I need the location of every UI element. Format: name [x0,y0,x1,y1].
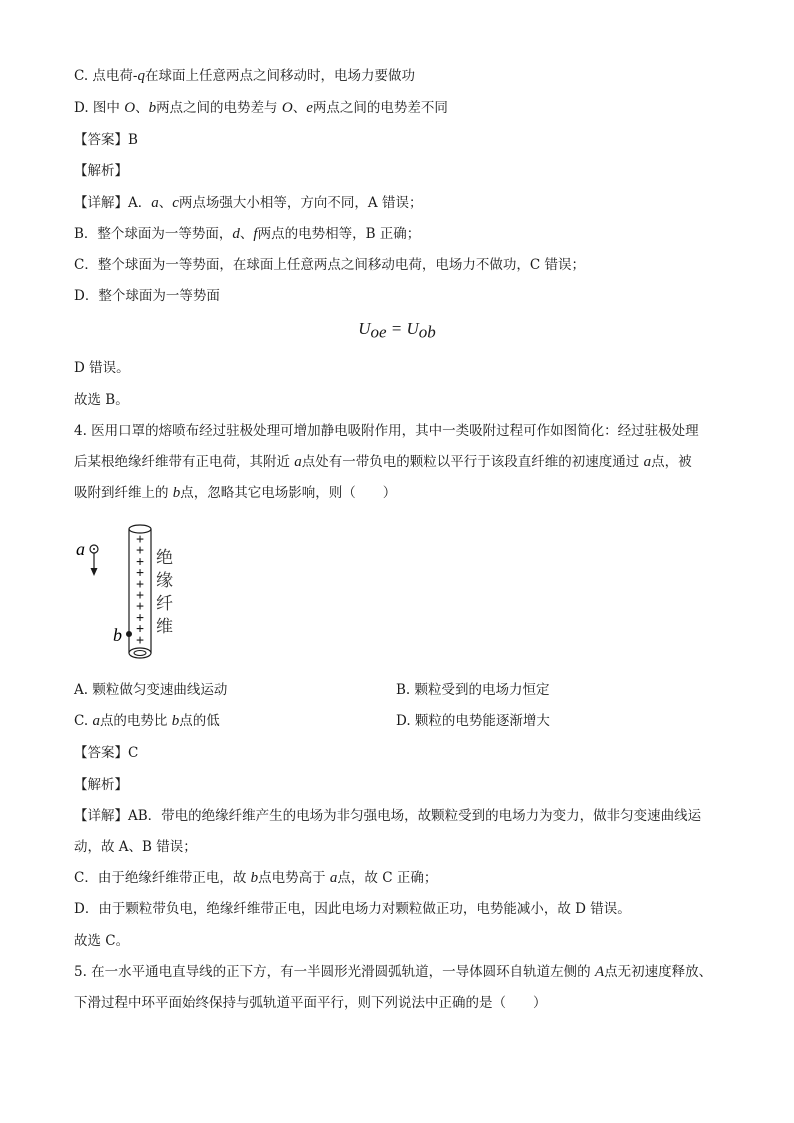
label-b: b [113,625,122,645]
q4-answer: 【答案】C [74,745,139,761]
q4-detail-c: C．由于绝缘纤维带正电，故 b点电势高于 a点，故 C 正确； [74,870,438,886]
plus-sign: + [136,565,144,581]
q4-option-b: B. 颗粒受到的电场力恒定 [396,682,550,698]
fiber-label-2: 缘 [156,571,173,591]
plus-sign: + [136,610,144,626]
plus-sign: + [136,576,144,592]
q5-stem-line2: 下滑过程中环平面始终保持与弧轨道平面平行，则下列说法中正确的是（ ） [74,995,547,1011]
plus-sign: + [136,599,144,615]
label-a: a [76,539,85,559]
q3-d-wrong: D 错误。 [74,360,130,376]
q5-stem-line1: 5. 在一水平通电直导线的正下方，有一半圆形光滑圆弧轨道，一导体圆环自轨道左侧的 A点无初速度释放、 [74,964,713,980]
plus-sign: + [136,532,144,547]
q4-option-d: D. 颗粒的电势能逐渐增大 [396,713,550,729]
plus-sign: + [136,621,144,637]
plus-sign: + [136,632,144,648]
q3-choice: 故选 B。 [74,392,129,408]
q3-detail-c: C．整个球面为一等势面，在球面上任意两点之间移动电荷，电场力不做功，C 错误； [74,257,585,273]
fiber-bottom-outer [129,648,151,658]
q4-analysis-heading: 【解析】 [74,777,128,793]
particle-a-center [93,548,95,550]
point-b [126,631,132,637]
q4-stem-line3: 吸附到纤维上的 b点，忽略其它电场影响，则（ ） [74,485,397,501]
q3-analysis-heading: 【解析】 [74,163,128,179]
q3-detail-a: 【详解】A．a、c两点场强大小相等，方向不同，A 错误； [74,195,423,211]
fiber-label-3: 纤 [156,594,173,614]
fiber-label-1: 绝 [156,548,173,568]
plus-sign: + [136,588,144,603]
q3-answer: 【答案】B [74,132,138,148]
q4-stem-line1: 4. 医用口罩的熔喷布经过驻极处理可增加静电吸附作用，其中一类吸附过程可作如图简化：经过驻极处理 [74,423,699,439]
q4-choice: 故选 C。 [74,933,130,949]
q4-stem-line2: 后某根绝缘纤维带有正电荷，其附近 a点处有一带负电的颗粒以平行于该段直纤维的初速度通过 a点，被 [74,454,692,470]
q4-detail-ab-line1: 【详解】AB．带电的绝缘纤维产生的电场为非匀强电场，故颗粒受到的电场力为变力，做非匀变速曲线运 [74,808,702,824]
q4-detail-d: D．由于颗粒带负电，绝缘纤维带正电，因此电场力对颗粒做正功，电势能减小，故 D 错误。 [74,901,631,917]
q4-detail-ab-line2: 动，故 A、B 错误； [74,839,197,855]
plus-sign: + [136,554,144,570]
fiber-label-4: 维 [156,617,173,637]
plus-sign: + [136,543,144,559]
q3-option-c: C. 点电荷-q在球面上任意两点之间移动时，电场力要做功 [74,68,415,84]
q3-option-d: D. 图中 O、b两点之间的电势差与 O、e两点之间的电势差不同 [74,100,448,116]
q3-detail-d: D．整个球面为一等势面 [74,288,220,304]
fiber-diagram [72,520,192,674]
q4-option-a: A. 颗粒做匀变速曲线运动 [74,682,228,698]
q3-formula: $U_{oe} = U_{ob}$ [358,319,436,342]
q4-option-c: C. a点的电势比 b点的低 [74,713,220,729]
velocity-arrow-head [91,568,98,576]
q3-detail-b: B．整个球面为一等势面，d、f两点的电势相等，B 正确； [74,226,421,242]
